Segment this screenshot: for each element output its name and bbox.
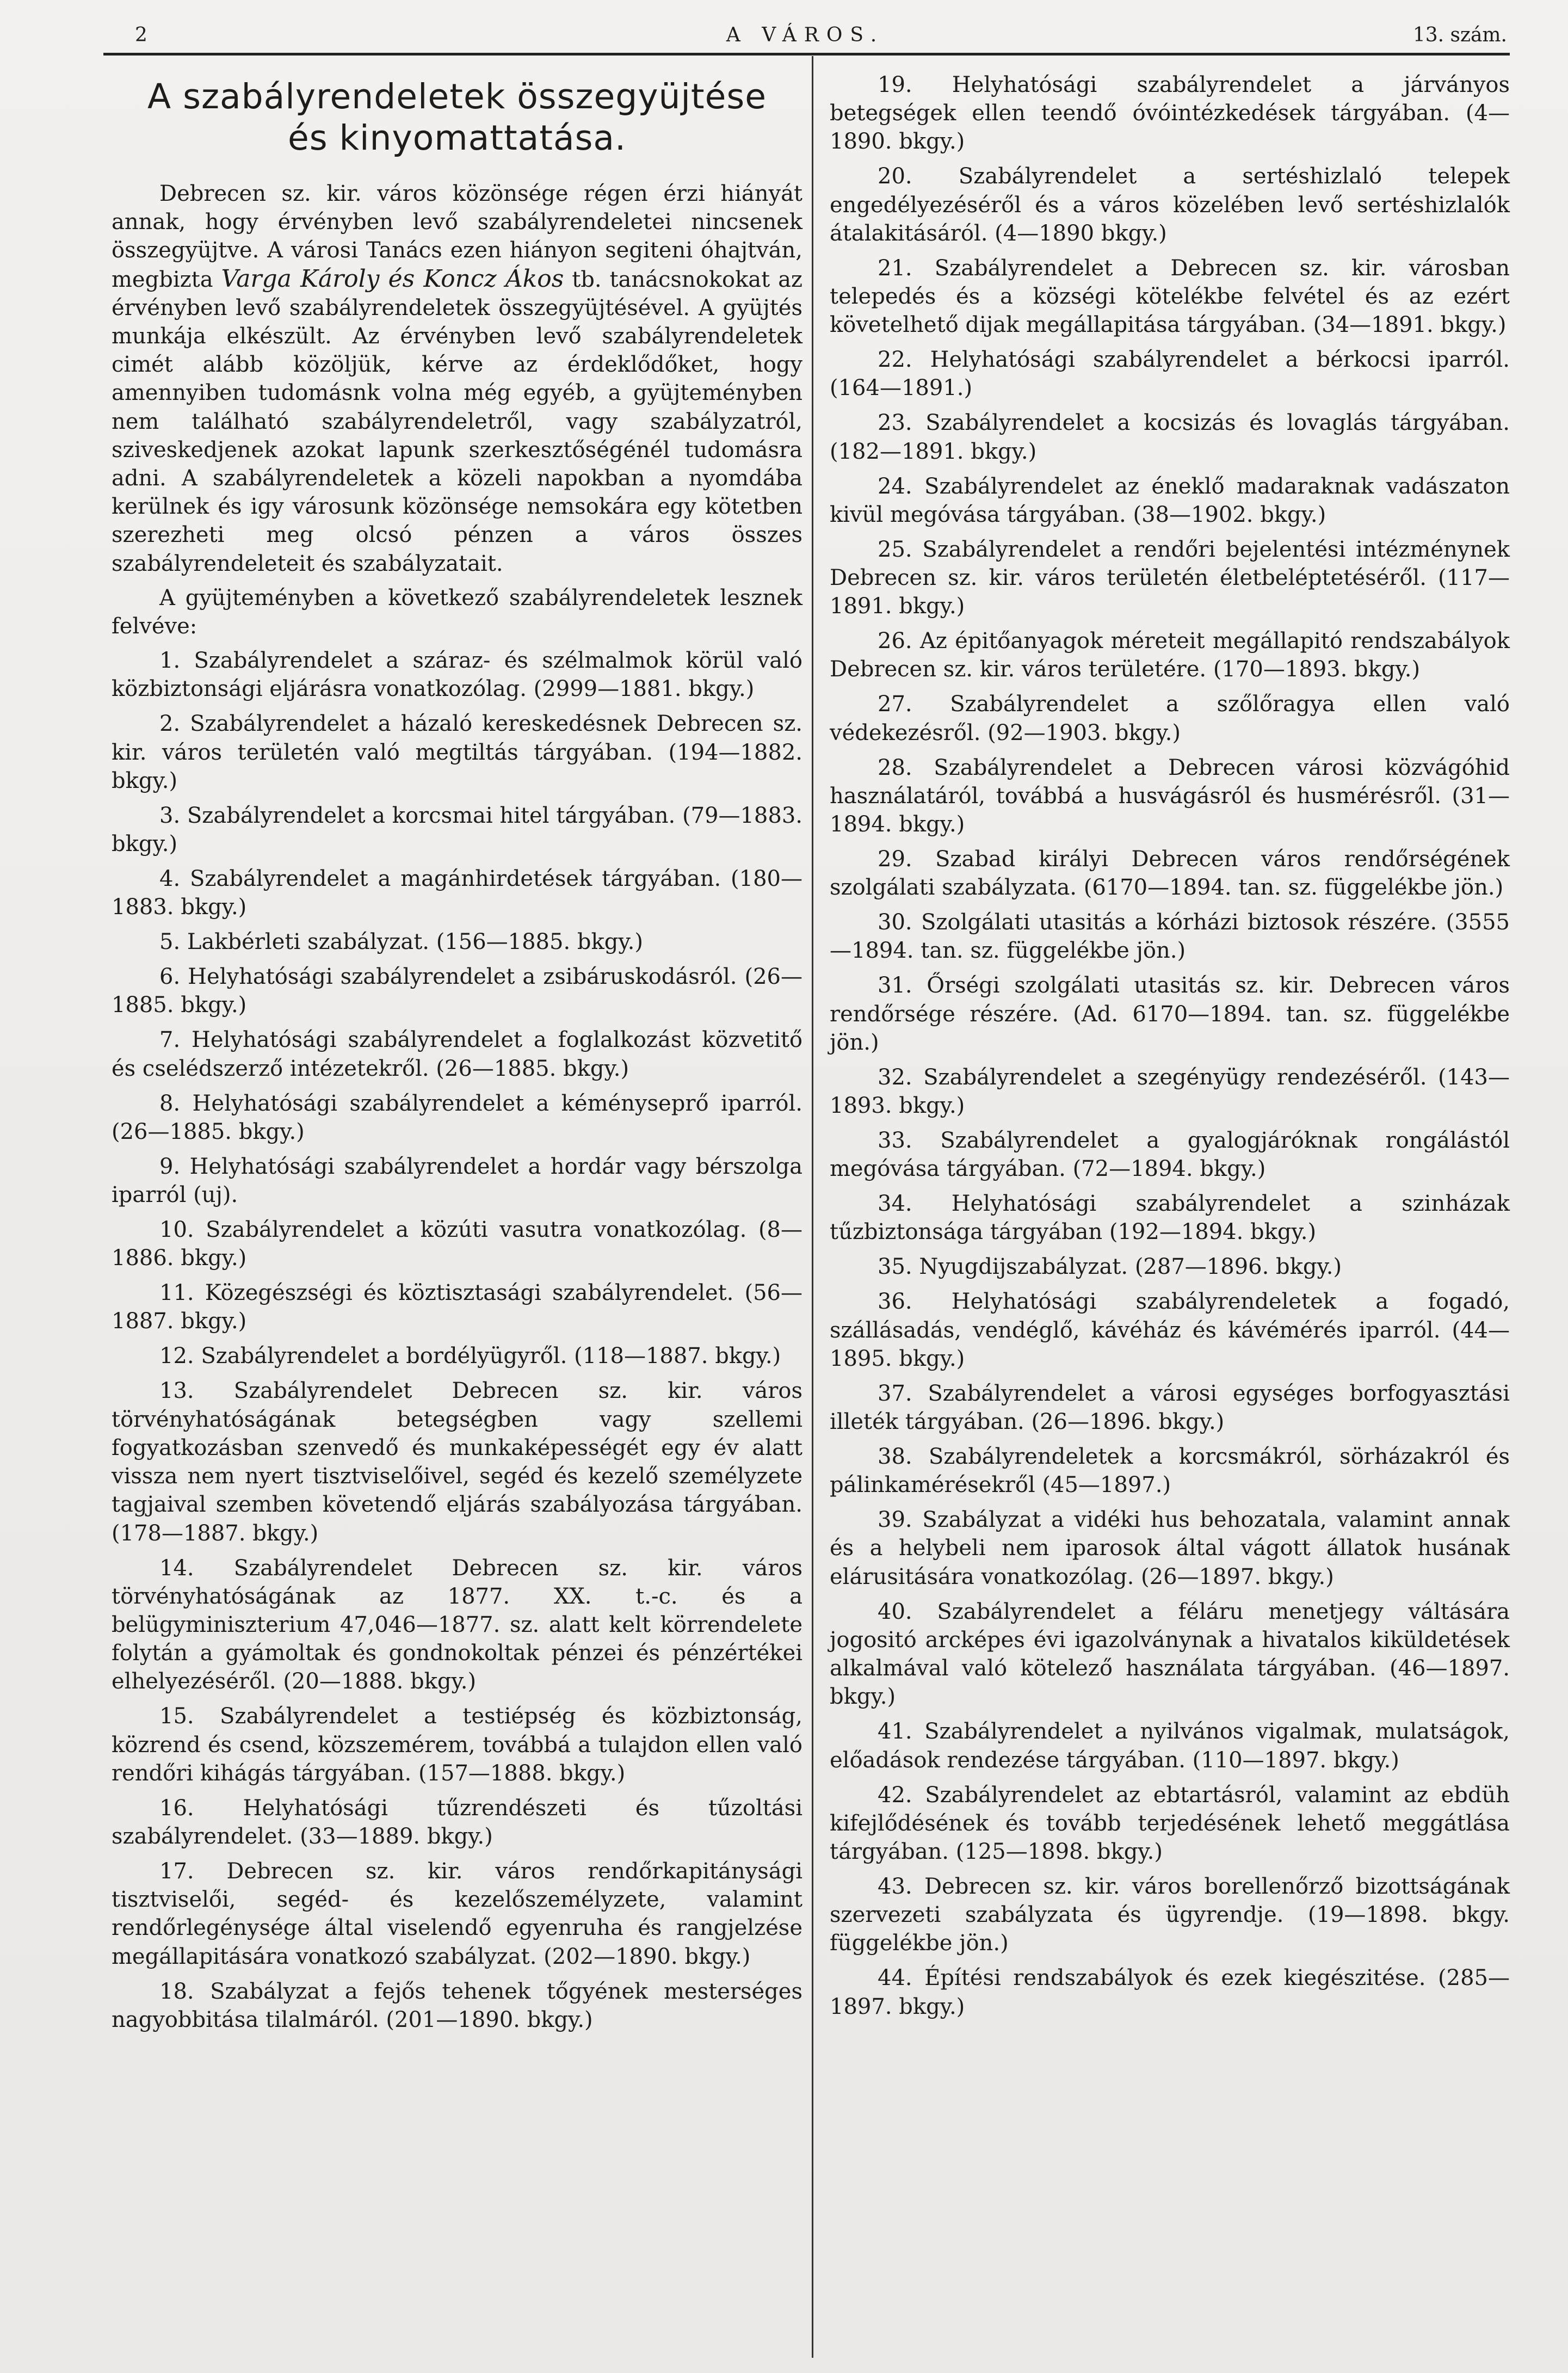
list-item: 39. Szabályzat a vidéki hus behozatala, valamint annak és a helybeli nem iparosok által vágott állatok husának elárusitására vonatkozólag. (26—1897. bkgy.) [830,1507,1510,1589]
list-item: 36. Helyhatósági szabályrendeletek a fogadó, szállásadás, vendéglő, kávéház és kávémérés iparról. (44—1895. bkgy.) [830,1289,1510,1371]
list-item: 34. Helyhatósági szabályrendelet a szinházak tűzbiztonsága tárgyában (192—1894. bkgy.) [830,1191,1510,1245]
list-item: 5. Lakbérleti szabályzat. (156—1885. bkgy.) [159,929,643,955]
list-intro: A gyüjteményben a következő szabályrendeletek lesznek felvéve: [112,585,802,639]
list-item: 15. Szabályrendelet a testiépség és közbiztonság, közrend és csend, közszemérem, továbbá a tulajdon ellen való rendőri kihágás tárgyában. (157—1888. bkgy.) [112,1704,802,1786]
list-item: 22. Helyhatósági szabályrendelet a bérkocsi iparról. (164—1891.) [830,347,1510,401]
list-item: 12. Szabályrendelet a bordélyügyről. (118—1887. bkgy.) [159,1343,781,1369]
article-title-line2: és kinyomattatása. [287,118,627,158]
column-divider [812,56,813,2358]
list-item: 21. Szabályrendelet a Debrecen sz. kir. városban telepedés és a községi kötelékbe felvétel és az ezért követelhető dijak megállapitása tárgyában. (34—1891. bkgy.) [830,255,1510,338]
intro-paragraph [112,180,802,578]
article-intro [112,180,802,640]
list-item: 33. Szabályrendelet a gyalogjáróknak rongálástól megóvása tárgyában. (72—1894. bkgy.) [830,1128,1510,1182]
list-item: 40. Szabályrendelet a féláru menetjegy váltására jogositó arcképes évi igazolványnak a hivatalos kiküldetések alkalmával való kötelező használata tárgyában. (46—1897. bkgy.) [830,1599,1510,1710]
list-item: 2. Szabályrendelet a házaló kereskedésnek Debrecen sz. kir. város területén való megtiltás tárgyában. (194—1882. bkgy.) [112,711,802,793]
intro-names: Varga Károly és Koncz Ákos [221,264,564,293]
page-header [103,16,1507,50]
list-item: 20. Szabályrendelet a sertéshizlaló telepek engedélyezéséről és a város közelében levő sertéshizlalók átalakitásáról. (4—1890 bkgy.) [830,164,1510,246]
list-item: 32. Szabályrendelet a szegényügy rendezéséről. (143—1893. bkgy.) [830,1064,1510,1119]
list-item: 4. Szabályrendelet a magánhirdetések tárgyában. (180—1883. bkgy.) [112,866,802,920]
list-item: 18. Szabályzat a fejős tehenek tőgyének mesterséges nagyobbitása tilalmáról. (201—1890. bkgy.) [112,1978,802,2032]
page-number: 2 [135,24,147,46]
list-item: 17. Debrecen sz. kir. város rendőrkapitánysági tisztviselői, segéd- és kezelőszemélyzete, valamint rendőrlegénysége által viselendő egyenruha és rangjelzése megállapitására vonatkozó szabályzat. (202—1890. bkgy.) [112,1858,802,1969]
list-item: 13. Szabályrendelet Debrecen sz. kir. város törvényhatóságának betegségben vagy szellemi fogyatkozásban szenvedő és munkaképességét egy év alatt vissza nem nyert tisztviselőivel, segéd és kezelő személyzete tagjaival szemben követendő eljárás szabályozása tárgyában. (178—1887. bkgy.) [112,1378,802,1546]
newspaper-title: A VÁROS. [726,24,885,46]
list-item: 35. Nyugdijszabályzat. (287—1896. bkgy.) [878,1254,1342,1280]
right-column [830,71,1510,2027]
list-item: 41. Szabályrendelet a nyilvános vigalmak, mulatságok, előadások rendezése tárgyában. (110—1897. bkgy.) [830,1719,1510,1773]
list-item: 31. Őrségi szolgálati utasitás sz. kir. Debrecen város rendőrsége részére. (Ad. 6170—1894. tan. sz. függelékbe jön.) [830,973,1510,1055]
list-item: 8. Helyhatósági szabályrendelet a kéményseprő iparról. (26—1885. bkgy.) [112,1090,802,1144]
list-item: 16. Helyhatósági tűzrendészeti és tűzoltási szabályrendelet. (33—1889. bkgy.) [112,1795,802,1849]
list-item: 37. Szabályrendelet a városi egységes borfogyasztási illeték tárgyában. (26—1896. bkgy.) [830,1380,1510,1435]
list-item: 9. Helyhatósági szabályrendelet a hordár vagy bérszolga iparról (uj). [112,1154,802,1208]
intro-text-1: Debrecen sz. kir. város közönsége régen érzi hiányát annak, hogy érvényben levő szabályrendeletei nincsenek összegyüjtve. A városi Tanács ezen hiányon segiteni óhajtván, megbizta [112,181,802,292]
list-item: 26. Az épitőanyagok méreteit megállapitó rendszabályok Debrecen sz. kir. város területére. (170—1893. bkgy.) [830,628,1510,682]
list-item: 25. Szabályrendelet a rendőri bejelentési intézménynek Debrecen sz. kir. város területén életbeléptetéséről. (117—1891. bkgy.) [830,537,1510,619]
article-title [112,76,802,159]
list-item: 27. Szabályrendelet a szőlőragya ellen való védekezésről. (92—1903. bkgy.) [830,692,1510,745]
list-item: 24. Szabályrendelet az éneklő madaraknak vadászaton kivül megóvása tárgyában. (38—1902. bkgy.) [830,473,1510,527]
header-rule [103,53,1510,56]
list-item: 28. Szabályrendelet a Debrecen városi közvágóhid használatáról, továbbá a husvágásról és husmérésről. (31—1894. bkgy.) [830,755,1510,837]
right-regulation-list [830,71,1510,2021]
intro-text-2: tb. tanácsnokokat az érvényben levő szabályrendeletek összegyüjtésével. A gyüjtés munkája elkészült. Az érvényben levő szabályrendeletek cimét alább közöljük, kérve az érdeklődőket, hogy amennyiben tudomásnk volna még egyéb, a gyüjteményben nem található szabályrendeletről, vagy szabályzatról, sziveskedjenek azokat lapunk szerkesztőségénél tudomásra adni. A szabályrendeletek a közeli napokban a nyomdába kerülnek és igy városunk közönsége nemsokára egy kötetben szerezheti meg olcsó pénzen a város összes szabályrendeleteit és szabályzatait. [112,267,802,576]
list-item: 42. Szabályrendelet az ebtartásról, valamint az ebdüh kifejlődésének és tovább terjedésének lehető meggátlása tárgyában. (125—1898. bkgy.) [830,1782,1510,1864]
list-item: 3. Szabályrendelet a korcsmai hitel tárgyában. (79—1883. bkgy.) [112,803,802,857]
list-item: 29. Szabad királyi Debrecen város rendőrségének szolgálati szabályzata. (6170—1894. tan. sz. függelékbe jön.) [830,847,1510,901]
issue-number: 13. szám. [1412,24,1507,46]
list-item: 44. Építési rendszabályok és ezek kiegészitése. (285—1897. bkgy.) [830,1965,1510,2019]
article-title-line1: A szabályrendeletek összegyüjtése [147,77,767,116]
list-item: 14. Szabályrendelet Debrecen sz. kir. város törvényhatóságának az 1877. XX. t.-c. és a belügyminiszterium 47,046—1877. sz. alatt kelt körrendelete folytán a gyámoltak és gondnokoltak pénzei és pénzértékei elhelyezéséről. (20—1888. bkgy.) [112,1555,802,1694]
list-item: 43. Debrecen sz. kir. város borellenőrző bizottságának szervezeti szabályzata és ügyrendje. (19—1898. bkgy. függelékbe jön.) [830,1873,1510,1956]
list-item: 23. Szabályrendelet a kocsizás és lovaglás tárgyában. (182—1891. bkgy.) [830,410,1510,464]
list-item: 10. Szabályrendelet a közúti vasutra vonatkozólag. (8—1886. bkgy.) [112,1217,802,1271]
list-item: 11. Közegészségi és köztisztasági szabályrendelet. (56—1887. bkgy.) [112,1280,802,1334]
list-item: 19. Helyhatósági szabályrendelet a járványos betegségek ellen teendő óvóintézkedések tárgyában. (4—1890. bkgy.) [830,72,1510,155]
list-item: 38. Szabályrendeletek a korcsmákról, sörházakról és pálinkamérésekről (45—1897.) [830,1444,1510,1498]
left-column [112,71,802,2041]
list-item: 6. Helyhatósági szabályrendelet a zsibáruskodásról. (26—1885. bkgy.) [112,964,802,1018]
list-item: 1. Szabályrendelet a száraz- és szélmalmok körül való közbiztonsági eljárásra vonatkozólag. (2999—1881. bkgy.) [112,648,802,702]
list-item: 7. Helyhatósági szabályrendelet a foglalkozást közvetitő és cselédszerző intézetekről. (26—1885. bkgy.) [112,1027,802,1081]
left-regulation-list [112,646,802,2034]
list-item: 30. Szolgálati utasitás a kórházi biztosok részére. (3555—1894. tan. sz. függelékbe jön.) [830,910,1510,964]
